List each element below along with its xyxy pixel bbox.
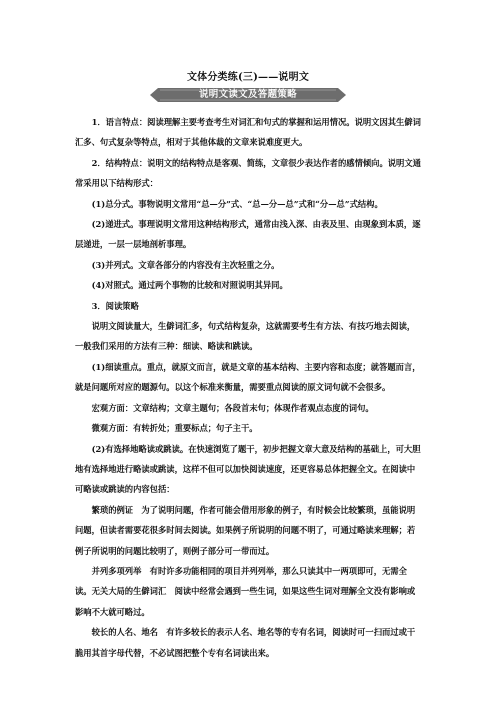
page-title: 文体分类练(三)——说明文	[186, 72, 310, 83]
paragraph: 1．语言特点：阅读理解主要考查考生对词汇和句式的掌握和运用情况。说明文因其生僻词汇多、句式复杂等特点，相对于其他体裁的文章来说难度更大。	[75, 117, 421, 148]
paragraph: (3)并列式。文章各部分的内容没有主次轻重之分。	[91, 259, 280, 270]
paragraph: 2．结构特点：说明文的结构特点是客观、简练，文章很少表达作者的感情倾向。说明文通常采用以下结构形式：	[75, 157, 421, 189]
paragraph: 宏观方面：文章结构；文章主题句；各段首末句；体现作者观点态度的词句。	[91, 402, 374, 413]
banner-label: 说明文读文及答题策略	[198, 89, 297, 100]
paragraph: (1)总分式。事物说明文常用“总—分”式、“总—分—总”式和“分—总”式结构。	[91, 198, 383, 209]
section-banner	[150, 87, 346, 103]
paragraph: 3．阅读策略	[91, 300, 139, 311]
paragraph: 并列多项列举 有时许多功能相同的项目并列列举，那么只读其中一两项即可，无需全读。无关大局的生僻词汇 阅读中经常会遇到一些生词，如果这些生词对理解全文没有影响或影响不大就可略过。	[75, 565, 416, 617]
paragraph: 微观方面：有转折处；重要标点；句子主干。	[91, 423, 258, 434]
paragraph: (2)递进式。事理说明文常用这种结构形式，通常由浅入深、由表及里、由现象到本质，逐层递进，一层一层地剖析事理。	[75, 219, 421, 250]
article-body	[75, 112, 423, 663]
paragraph: (1)细读重点。重点，就原文而言，就是文章的基本结构、主要内容和态度；就答题而言，就是问题所对应的题源句。以这个标准来衡量，需要重点阅读的原文词句就不会很多。	[75, 361, 421, 393]
paragraph: (2)有选择地略读或跳读。在快速浏览了题干，初步把握文章大意及结构的基础上，可大胆地有选择地进行略读或跳读，这样不但可以加快阅读速度，还更容易总体把握全文。在阅读中可略读或跳读的内容包括：	[75, 443, 421, 495]
paragraph: 说明文阅读量大，生僻词汇多，句式结构复杂，这就需要考生有方法、有技巧地去阅读，一般我们采用的方法有三种：细读、略读和跳读。	[75, 321, 416, 352]
paragraph: (4)对照式。通过两个事物的比较和对照说明其异同。	[91, 280, 288, 291]
paragraph: 繁琐的例证 为了说明问题，作者可能会借用形象的例子，有时候会比较繁琐，虽能说明问题，但读者需要花很多时间去阅读。如果例子所说明的问题不明了，可通过略读来理解；若例子所说明的问题比较明了，则例子部分可一带而过。	[75, 504, 416, 556]
paragraph: 较长的人名、地名 有许多较长的表示人名、地名等的专有名词，阅读时可一扫而过或干脆用其首字母代替，不必试图把整个专有名词读出来。	[75, 627, 416, 658]
